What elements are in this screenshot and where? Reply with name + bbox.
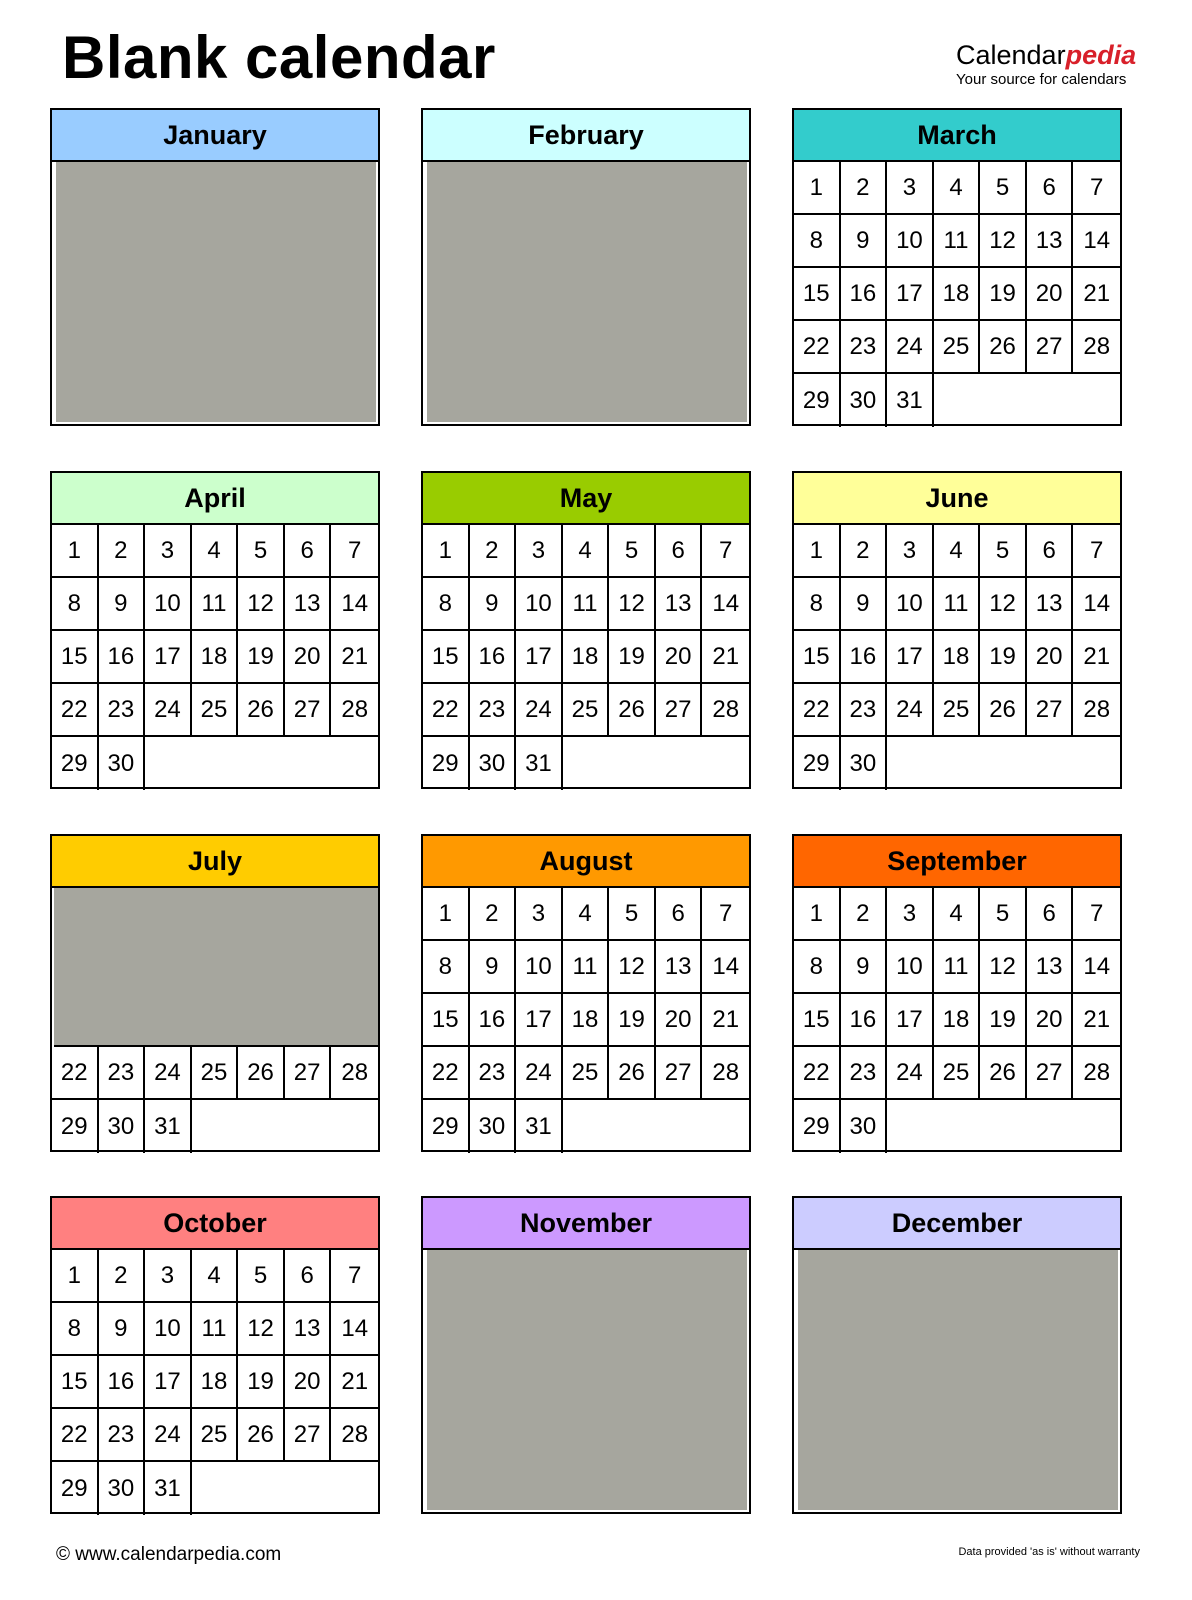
days-grid	[794, 525, 1120, 790]
day-cell: 24	[516, 1047, 563, 1100]
day-cell: 22	[794, 684, 841, 737]
day-cell: 1	[52, 1250, 99, 1303]
day-cell: 4	[934, 888, 981, 941]
day-cell: 8	[794, 578, 841, 631]
day-cell: 18	[563, 994, 610, 1047]
day-cell: 7	[1073, 888, 1120, 941]
day-cell: 10	[887, 941, 934, 994]
day-cell: 10	[516, 578, 563, 631]
day-cell: 23	[470, 1047, 517, 1100]
day-cell: 21	[702, 994, 749, 1047]
day-cell: 27	[285, 1047, 332, 1100]
days-grid	[794, 162, 1120, 427]
day-cell: 29	[794, 737, 841, 790]
day-cell: 16	[99, 1356, 146, 1409]
day-cell: 8	[794, 215, 841, 268]
month-january	[50, 108, 380, 426]
redacted-area	[54, 888, 378, 1047]
day-cell: 6	[285, 1250, 332, 1303]
day-cell: 20	[285, 1356, 332, 1409]
day-cell: 21	[1073, 994, 1120, 1047]
day-cell: 30	[841, 1100, 888, 1153]
day-cell: 31	[516, 1100, 563, 1153]
day-cell: 2	[99, 525, 146, 578]
day-cell: 6	[285, 525, 332, 578]
day-cell: 26	[238, 684, 285, 737]
day-cell: 26	[980, 1047, 1027, 1100]
month-may	[421, 471, 751, 789]
day-cell: 5	[238, 1250, 285, 1303]
day-cell: 29	[52, 1100, 99, 1153]
day-cell: 7	[1073, 162, 1120, 215]
logo-tagline: Your source for calendars	[956, 71, 1127, 88]
day-cell: 20	[1027, 268, 1074, 321]
day-cell: 6	[1027, 162, 1074, 215]
footer-copyright[interactable]: © www.calendarpedia.com	[56, 1544, 282, 1565]
day-cell: 5	[609, 888, 656, 941]
day-cell: 26	[238, 1047, 285, 1100]
day-cell: 2	[841, 525, 888, 578]
day-cell: 25	[192, 1047, 239, 1100]
day-cell: 19	[238, 631, 285, 684]
day-cell: 23	[841, 321, 888, 374]
day-cell: 7	[331, 1250, 378, 1303]
day-cell: 10	[887, 578, 934, 631]
day-cell: 30	[99, 1462, 146, 1515]
day-cell: 15	[52, 1356, 99, 1409]
day-cell: 29	[423, 737, 470, 790]
day-cell: 13	[285, 578, 332, 631]
month-february	[421, 108, 751, 426]
month-july	[50, 834, 380, 1152]
empty-cell	[887, 1100, 1120, 1153]
day-cell: 7	[702, 525, 749, 578]
day-cell: 16	[470, 994, 517, 1047]
day-cell: 21	[331, 631, 378, 684]
day-cell: 2	[99, 1250, 146, 1303]
day-cell: 18	[192, 1356, 239, 1409]
day-cell: 19	[980, 994, 1027, 1047]
day-cell: 20	[656, 994, 703, 1047]
day-cell: 28	[702, 1047, 749, 1100]
day-cell: 19	[980, 268, 1027, 321]
day-cell: 11	[934, 941, 981, 994]
day-cell: 3	[887, 525, 934, 578]
day-cell: 29	[423, 1100, 470, 1153]
day-cell: 29	[794, 1100, 841, 1153]
day-cell: 10	[145, 578, 192, 631]
day-cell: 10	[145, 1303, 192, 1356]
footer-disclaimer: Data provided 'as is' without warranty	[958, 1546, 1140, 1558]
day-cell: 16	[99, 631, 146, 684]
day-cell: 21	[1073, 268, 1120, 321]
month-november	[421, 1196, 751, 1514]
day-cell: 15	[52, 631, 99, 684]
days-grid	[423, 525, 749, 790]
day-cell: 22	[423, 1047, 470, 1100]
day-cell: 23	[99, 1047, 146, 1100]
day-cell: 11	[192, 578, 239, 631]
day-cell: 8	[52, 1303, 99, 1356]
day-cell: 27	[1027, 1047, 1074, 1100]
day-cell: 15	[794, 631, 841, 684]
day-cell: 15	[423, 994, 470, 1047]
month-header: September	[794, 836, 1120, 888]
day-cell: 18	[563, 631, 610, 684]
day-cell: 24	[145, 1409, 192, 1462]
day-cell: 5	[980, 888, 1027, 941]
day-cell: 9	[470, 578, 517, 631]
day-cell: 18	[934, 268, 981, 321]
day-cell: 18	[934, 631, 981, 684]
day-cell: 14	[331, 1303, 378, 1356]
day-cell: 17	[887, 631, 934, 684]
month-header: June	[794, 473, 1120, 525]
day-cell: 23	[841, 1047, 888, 1100]
day-cell: 22	[794, 1047, 841, 1100]
day-cell: 1	[794, 525, 841, 578]
day-cell: 7	[1073, 525, 1120, 578]
day-cell: 17	[516, 994, 563, 1047]
day-cell: 23	[841, 684, 888, 737]
day-cell: 9	[99, 1303, 146, 1356]
day-cell: 10	[887, 215, 934, 268]
day-cell: 5	[609, 525, 656, 578]
month-header: February	[423, 110, 749, 162]
month-september	[792, 834, 1122, 1152]
day-cell: 30	[841, 374, 888, 427]
day-cell: 27	[285, 1409, 332, 1462]
redacted-area	[427, 1250, 747, 1510]
day-cell: 8	[423, 941, 470, 994]
day-cell: 4	[563, 888, 610, 941]
day-cell: 25	[192, 684, 239, 737]
month-august	[421, 834, 751, 1152]
day-cell: 4	[192, 1250, 239, 1303]
day-cell: 7	[702, 888, 749, 941]
day-cell: 16	[470, 631, 517, 684]
month-june	[792, 471, 1122, 789]
day-cell: 1	[794, 162, 841, 215]
day-cell: 8	[423, 578, 470, 631]
day-cell: 26	[609, 1047, 656, 1100]
day-cell: 13	[1027, 215, 1074, 268]
day-cell: 24	[887, 684, 934, 737]
month-header: March	[794, 110, 1120, 162]
calendarpedia-logo	[956, 42, 1146, 88]
day-cell: 12	[609, 941, 656, 994]
day-cell: 8	[794, 941, 841, 994]
day-cell: 27	[1027, 321, 1074, 374]
day-cell: 25	[934, 684, 981, 737]
month-march	[792, 108, 1122, 426]
month-header: January	[52, 110, 378, 162]
day-cell: 28	[1073, 1047, 1120, 1100]
day-cell: 19	[609, 631, 656, 684]
month-header: April	[52, 473, 378, 525]
days-grid	[52, 525, 378, 790]
days-grid	[52, 1250, 378, 1515]
day-cell: 24	[516, 684, 563, 737]
day-cell: 31	[887, 374, 934, 427]
day-cell: 16	[841, 631, 888, 684]
day-cell: 28	[702, 684, 749, 737]
day-cell: 10	[516, 941, 563, 994]
day-cell: 24	[887, 1047, 934, 1100]
day-cell: 21	[1073, 631, 1120, 684]
day-cell: 1	[52, 525, 99, 578]
empty-cell	[934, 374, 1120, 427]
empty-cell	[145, 737, 378, 790]
day-cell: 14	[702, 941, 749, 994]
day-cell: 13	[656, 578, 703, 631]
day-cell: 12	[980, 578, 1027, 631]
day-cell: 16	[841, 268, 888, 321]
day-cell: 6	[656, 525, 703, 578]
day-cell: 30	[99, 1100, 146, 1153]
day-cell: 25	[563, 684, 610, 737]
day-cell: 4	[192, 525, 239, 578]
days-grid	[52, 888, 378, 1153]
empty-cell	[563, 1100, 749, 1153]
day-cell: 17	[145, 1356, 192, 1409]
day-cell: 21	[702, 631, 749, 684]
day-cell: 14	[702, 578, 749, 631]
day-cell: 3	[145, 525, 192, 578]
day-cell: 11	[563, 941, 610, 994]
day-cell: 28	[1073, 321, 1120, 374]
day-cell: 15	[423, 631, 470, 684]
day-cell: 12	[609, 578, 656, 631]
day-cell: 7	[331, 525, 378, 578]
redacted-area	[427, 162, 747, 422]
day-cell: 25	[563, 1047, 610, 1100]
day-cell: 22	[52, 1409, 99, 1462]
redacted-area	[798, 1250, 1118, 1510]
day-cell: 14	[1073, 578, 1120, 631]
day-cell: 9	[99, 578, 146, 631]
day-cell: 18	[192, 631, 239, 684]
page-title: Blank calendar	[62, 24, 496, 91]
day-cell: 29	[794, 374, 841, 427]
day-cell: 13	[1027, 578, 1074, 631]
month-april	[50, 471, 380, 789]
day-cell: 30	[470, 1100, 517, 1153]
day-cell: 3	[145, 1250, 192, 1303]
day-cell: 6	[656, 888, 703, 941]
day-cell: 2	[841, 888, 888, 941]
day-cell: 19	[980, 631, 1027, 684]
day-cell: 3	[887, 888, 934, 941]
day-cell: 5	[980, 525, 1027, 578]
day-cell: 22	[794, 321, 841, 374]
day-cell: 26	[980, 684, 1027, 737]
month-header: May	[423, 473, 749, 525]
day-cell: 8	[52, 578, 99, 631]
month-header: December	[794, 1198, 1120, 1250]
day-cell: 22	[423, 684, 470, 737]
day-cell: 31	[145, 1100, 192, 1153]
day-cell: 24	[887, 321, 934, 374]
day-cell: 29	[52, 737, 99, 790]
day-cell: 12	[980, 941, 1027, 994]
day-cell: 19	[609, 994, 656, 1047]
day-cell: 20	[656, 631, 703, 684]
day-cell: 5	[980, 162, 1027, 215]
day-cell: 28	[331, 1047, 378, 1100]
day-cell: 15	[794, 268, 841, 321]
day-cell: 4	[934, 162, 981, 215]
day-cell: 2	[470, 888, 517, 941]
day-cell: 1	[423, 888, 470, 941]
day-cell: 20	[285, 631, 332, 684]
empty-cell	[192, 1462, 378, 1515]
day-cell: 28	[1073, 684, 1120, 737]
day-cell: 27	[1027, 684, 1074, 737]
redacted-area	[56, 162, 376, 422]
day-cell: 3	[887, 162, 934, 215]
day-cell: 9	[841, 215, 888, 268]
days-grid	[794, 888, 1120, 1153]
day-cell: 13	[285, 1303, 332, 1356]
day-cell: 25	[934, 1047, 981, 1100]
day-cell: 27	[656, 684, 703, 737]
day-cell: 2	[470, 525, 517, 578]
day-cell: 28	[331, 684, 378, 737]
day-cell: 6	[1027, 888, 1074, 941]
day-cell: 12	[238, 578, 285, 631]
day-cell: 22	[52, 684, 99, 737]
day-cell: 25	[934, 321, 981, 374]
month-october	[50, 1196, 380, 1514]
day-cell: 26	[609, 684, 656, 737]
day-cell: 12	[238, 1303, 285, 1356]
day-cell: 17	[887, 994, 934, 1047]
month-header: July	[52, 836, 378, 888]
day-cell: 26	[238, 1409, 285, 1462]
day-cell: 9	[841, 941, 888, 994]
day-cell: 1	[794, 888, 841, 941]
day-cell: 4	[934, 525, 981, 578]
day-cell: 26	[980, 321, 1027, 374]
day-cell: 30	[470, 737, 517, 790]
empty-cell	[192, 1100, 378, 1153]
day-cell: 30	[841, 737, 888, 790]
day-cell: 20	[1027, 994, 1074, 1047]
day-cell: 18	[934, 994, 981, 1047]
day-cell: 11	[934, 215, 981, 268]
day-cell: 9	[841, 578, 888, 631]
month-header: October	[52, 1198, 378, 1250]
day-cell: 1	[423, 525, 470, 578]
day-cell: 21	[331, 1356, 378, 1409]
day-cell: 30	[99, 737, 146, 790]
day-cell: 2	[841, 162, 888, 215]
day-cell: 23	[99, 684, 146, 737]
day-cell: 16	[841, 994, 888, 1047]
day-cell: 11	[192, 1303, 239, 1356]
day-cell: 19	[238, 1356, 285, 1409]
day-cell: 22	[52, 1047, 99, 1100]
day-cell: 15	[794, 994, 841, 1047]
day-cell: 5	[238, 525, 285, 578]
day-cell: 28	[331, 1409, 378, 1462]
day-cell: 14	[1073, 215, 1120, 268]
empty-cell	[887, 737, 1120, 790]
day-cell: 14	[1073, 941, 1120, 994]
day-cell: 25	[192, 1409, 239, 1462]
day-cell: 13	[1027, 941, 1074, 994]
day-cell: 3	[516, 888, 563, 941]
day-cell: 13	[656, 941, 703, 994]
day-cell: 9	[470, 941, 517, 994]
month-december	[792, 1196, 1122, 1514]
day-cell: 4	[563, 525, 610, 578]
month-header: August	[423, 836, 749, 888]
day-cell: 17	[516, 631, 563, 684]
month-header: November	[423, 1198, 749, 1250]
day-cell: 31	[145, 1462, 192, 1515]
day-cell: 17	[887, 268, 934, 321]
day-cell: 3	[516, 525, 563, 578]
day-cell: 11	[934, 578, 981, 631]
logo-brand: Calendarpedia	[956, 40, 1137, 70]
day-cell: 31	[516, 737, 563, 790]
day-cell: 27	[285, 684, 332, 737]
day-cell: 20	[1027, 631, 1074, 684]
day-cell: 17	[145, 631, 192, 684]
day-cell: 6	[1027, 525, 1074, 578]
day-cell: 11	[563, 578, 610, 631]
day-cell: 14	[331, 578, 378, 631]
day-cell: 27	[656, 1047, 703, 1100]
day-cell: 24	[145, 684, 192, 737]
day-cell: 12	[980, 215, 1027, 268]
day-cell: 23	[470, 684, 517, 737]
day-cell: 23	[99, 1409, 146, 1462]
day-cell: 24	[145, 1047, 192, 1100]
day-cell: 29	[52, 1462, 99, 1515]
empty-cell	[563, 737, 749, 790]
days-grid	[423, 888, 749, 1153]
